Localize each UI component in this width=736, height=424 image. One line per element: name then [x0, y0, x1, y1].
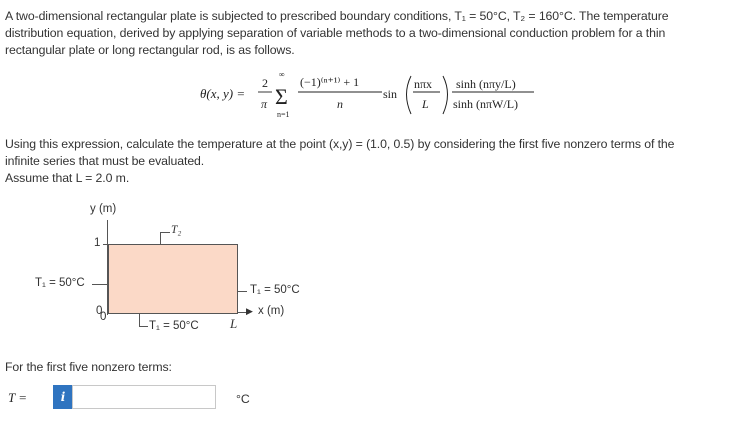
eq-sin: sin [383, 87, 398, 101]
eq-frac-num: 2 [262, 76, 268, 90]
eq-arg-num: nπx [414, 77, 433, 91]
x-axis-label: x (m) [258, 305, 285, 317]
instruction-line-3: Assume that L = 2.0 m. [5, 171, 130, 185]
temperature-equation [0, 0, 736, 130]
answer-label: T = [8, 390, 28, 405]
problem-line-3: rectangular plate or long rectangular rod, is as follows. [5, 43, 295, 57]
eq-term-den: n [337, 97, 343, 111]
top-leader-v [160, 232, 161, 244]
left-leader [92, 284, 108, 285]
instruction-line-2: infinite series that must be evaluated. [5, 154, 205, 168]
x-axis-arrow-icon: ▶ [246, 306, 253, 316]
eq-sum-top: ∞ [279, 70, 285, 79]
top-leader-h [160, 232, 170, 233]
eq-arg-den: L [422, 97, 429, 111]
problem-line-2: distribution equation, derived by applying separation of variable methods to a two-dimensional conduction problem for a thin [5, 26, 666, 40]
eq-frac-den: π [261, 97, 268, 111]
sum-symbol: Σ [275, 84, 288, 109]
instruction-line-1: Using this expression, calculate the temperature at the point (x,y) = (1.0, 0.5) by considering the first five nonzero terms of the [5, 137, 675, 151]
eq-term-num: (−1)⁽ⁿ⁺¹⁾ + 1 [300, 75, 360, 89]
eq-sinh-den: sinh (nπW/L) [453, 97, 519, 111]
eq-sum-bottom: n=1 [277, 110, 290, 119]
top-boundary-label: T₂ [171, 224, 182, 236]
origin-y-label: 0 [96, 305, 103, 317]
bottom-boundary-label: T₁ = 50°C [149, 320, 199, 332]
y-axis-label: y (m) [90, 203, 117, 215]
right-boundary-label: T₁ = 50°C [250, 284, 300, 296]
unit-label: °C [236, 392, 250, 406]
right-leader-h [237, 291, 247, 292]
length-label: L [230, 316, 238, 331]
y-tick-1-label: 1 [94, 237, 101, 249]
answer-prompt: For the first five nonzero terms: [5, 360, 172, 374]
bottom-leader-h [139, 326, 148, 327]
right-leader-v [237, 278, 238, 292]
info-icon[interactable]: i [53, 385, 73, 409]
temperature-input[interactable] [72, 385, 216, 409]
eq-sinh-num: sinh (nπy/L) [456, 77, 516, 91]
bottom-leader-v [139, 313, 140, 327]
problem-line-1: A two-dimensional rectangular plate is subjected to prescribed boundary conditions, T₁ = 50°C, T₂ = 160°C. The temperature [5, 9, 669, 23]
origin-x-label: 0 [100, 311, 107, 323]
plate-rectangle [108, 244, 238, 314]
eq-lhs: θ(x, y) = [200, 86, 246, 101]
left-boundary-label: T₁ = 50°C [35, 277, 85, 289]
